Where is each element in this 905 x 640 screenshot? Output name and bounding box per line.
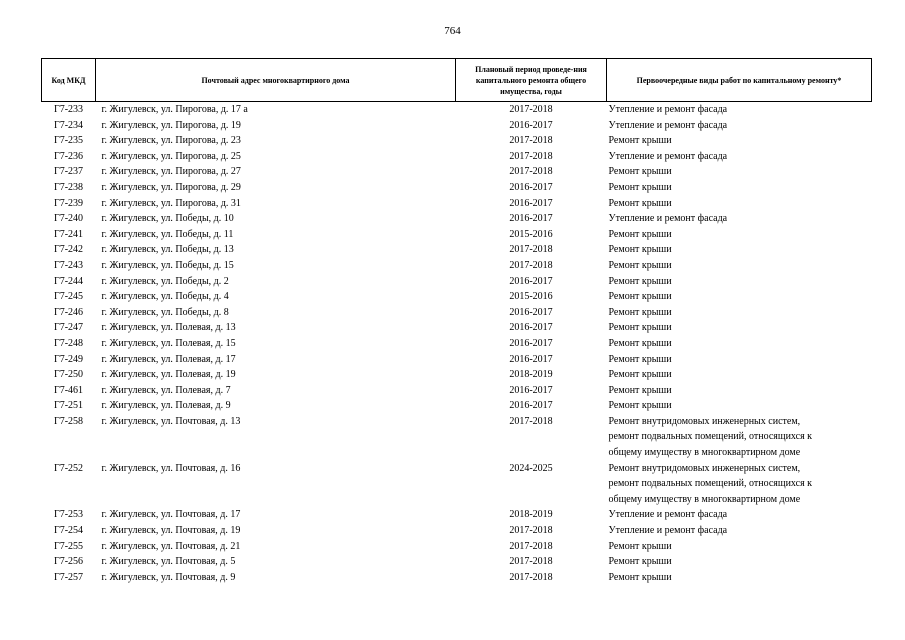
- cell-code: Г7-243: [53, 259, 84, 271]
- cell-address: г. Жигулевск, ул. Пирогова, д. 25: [101, 150, 241, 162]
- cell-period: 2018-2019: [509, 509, 553, 521]
- works-line: Ремонт крыши: [608, 306, 672, 318]
- cell-code: Г7-237: [53, 166, 84, 178]
- repair-table: [41, 58, 872, 585]
- cell-code: Г7-252: [53, 462, 84, 474]
- cell-address: г. Жигулевск, ул. Пирогова, д. 19: [101, 119, 241, 131]
- cell-works: [607, 227, 872, 243]
- works-line: Ремонт крыши: [608, 571, 672, 583]
- header-row: [42, 59, 872, 102]
- cell-code: Г7-250: [53, 369, 84, 381]
- cell-address: г. Жигулевск, ул. Полевая, д. 9: [101, 400, 231, 412]
- works-line: общему имуществу в многоквартирном доме: [608, 493, 801, 505]
- works-line: Ремонт крыши: [608, 369, 672, 381]
- table-row: [42, 227, 872, 243]
- works-line: Ремонт внутридомовых инженерных систем,: [608, 415, 801, 427]
- cell-period: 2017-2018: [509, 244, 553, 256]
- cell-period: 2017-2018: [509, 525, 553, 537]
- cell-period: 2017-2018: [509, 166, 553, 178]
- cell-works: [607, 289, 872, 305]
- cell-address: г. Жигулевск, ул. Полевая, д. 19: [101, 369, 236, 381]
- cell-works: [607, 133, 872, 149]
- table-row: [42, 539, 872, 555]
- cell-period: 2016-2017: [509, 322, 553, 334]
- cell-period: 2017-2018: [509, 150, 553, 162]
- cell-address: г. Жигулевск, ул. Пирогова, д. 23: [101, 135, 241, 147]
- cell-works: [607, 383, 872, 399]
- cell-works: [607, 570, 872, 586]
- cell-code: Г7-244: [53, 275, 84, 287]
- cell-works: [607, 258, 872, 274]
- cell-address: г. Жигулевск, ул. Почтовая, д. 16: [101, 462, 241, 474]
- cell-works: [607, 274, 872, 290]
- works-line: Ремонт крыши: [608, 384, 672, 396]
- works-line: Утепление и ремонт фасада: [608, 150, 728, 162]
- table-row: [42, 570, 872, 586]
- cell-address: г. Жигулевск, ул. Почтовая, д. 19: [101, 525, 241, 537]
- table-body: [42, 102, 872, 586]
- works-line: Ремонт крыши: [608, 228, 672, 240]
- works-line: Ремонт крыши: [608, 556, 672, 568]
- cell-period: 2017-2018: [509, 415, 553, 427]
- works-line: Ремонт крыши: [608, 166, 672, 178]
- cell-code: Г7-241: [53, 228, 84, 240]
- works-line: Ремонт крыши: [608, 181, 672, 193]
- cell-works: [607, 461, 872, 508]
- header-works: Первоочередные виды работ по капитальному ремонту*: [607, 59, 872, 102]
- cell-period: 2016-2017: [509, 181, 553, 193]
- cell-address: г. Жигулевск, ул. Победы, д. 10: [101, 213, 234, 225]
- table-row: [42, 133, 872, 149]
- table-row: [42, 523, 872, 539]
- cell-code: Г7-245: [53, 291, 84, 303]
- cell-period: 2017-2018: [509, 540, 553, 552]
- works-line: Ремонт крыши: [608, 400, 672, 412]
- table-row: [42, 180, 872, 196]
- cell-period: 2016-2017: [509, 275, 553, 287]
- works-line: Утепление и ремонт фасада: [608, 509, 728, 521]
- cell-code: Г7-249: [53, 353, 84, 365]
- cell-period: 2017-2018: [509, 571, 553, 583]
- cell-works: [607, 149, 872, 165]
- cell-address: г. Жигулевск, ул. Победы, д. 4: [101, 291, 229, 303]
- cell-address: г. Жигулевск, ул. Полевая, д. 15: [101, 337, 236, 349]
- table-row: [42, 507, 872, 523]
- cell-works: [607, 523, 872, 539]
- cell-works: [607, 211, 872, 227]
- table-row: [42, 320, 872, 336]
- cell-address: г. Жигулевск, ул. Победы, д. 11: [101, 228, 234, 240]
- cell-address: г. Жигулевск, ул. Пирогова, д. 17 а: [101, 104, 248, 115]
- cell-period: 2016-2017: [509, 213, 553, 225]
- cell-period: 2017-2018: [509, 135, 553, 147]
- cell-works: [607, 398, 872, 414]
- cell-works: [607, 507, 872, 523]
- works-line: Ремонт крыши: [608, 135, 672, 147]
- cell-period: 2015-2016: [509, 228, 553, 240]
- table-row: [42, 461, 872, 508]
- cell-period: 2015-2016: [509, 291, 553, 303]
- cell-code: Г7-256: [53, 556, 84, 568]
- cell-address: г. Жигулевск, ул. Почтовая, д. 13: [101, 415, 241, 427]
- works-line: Ремонт крыши: [608, 275, 672, 287]
- works-line: Ремонт внутридомовых инженерных систем,: [608, 462, 801, 474]
- works-line: Ремонт крыши: [608, 322, 672, 334]
- header-period: Плановый период проведе-ния капитального ремонта общего имущества, годы: [456, 59, 607, 102]
- cell-code: Г7-251: [53, 400, 84, 412]
- cell-code: Г7-246: [53, 306, 84, 318]
- cell-works: [607, 539, 872, 555]
- cell-works: [607, 554, 872, 570]
- cell-works: [607, 242, 872, 258]
- cell-code: Г7-254: [53, 525, 84, 537]
- cell-code: Г7-461: [53, 384, 84, 396]
- works-line: Утепление и ремонт фасада: [608, 213, 728, 225]
- works-line: Ремонт крыши: [608, 259, 672, 271]
- cell-code: Г7-253: [53, 509, 84, 521]
- header-code: Код МКД: [42, 59, 96, 102]
- header-address: Почтовый адрес многоквартирного дома: [96, 59, 456, 102]
- cell-period: 2017-2018: [509, 259, 553, 271]
- cell-code: Г7-234: [53, 119, 84, 131]
- cell-period: 2017-2018: [509, 556, 553, 568]
- cell-works: [607, 305, 872, 321]
- page-number: 764: [444, 25, 461, 37]
- cell-code: Г7-247: [53, 322, 84, 334]
- cell-address: г. Жигулевск, ул. Победы, д. 2: [101, 275, 229, 287]
- cell-address: г. Жигулевск, ул. Почтовая, д. 17: [101, 509, 241, 521]
- cell-address: г. Жигулевск, ул. Почтовая, д. 21: [101, 540, 241, 552]
- cell-code: Г7-258: [53, 415, 84, 427]
- cell-period: 2017-2018: [509, 104, 553, 115]
- cell-works: [607, 336, 872, 352]
- works-line: общему имуществу в многоквартирном доме: [608, 447, 801, 459]
- cell-code: Г7-255: [53, 540, 84, 552]
- works-line: ремонт подвальных помещений, относящихся к: [608, 478, 813, 490]
- cell-address: г. Жигулевск, ул. Почтовая, д. 5: [101, 556, 236, 568]
- cell-code: Г7-239: [53, 197, 84, 209]
- table-row: [42, 274, 872, 290]
- works-line: Утепление и ремонт фасада: [608, 525, 728, 537]
- cell-address: г. Жигулевск, ул. Почтовая, д. 9: [101, 571, 236, 583]
- cell-address: г. Жигулевск, ул. Полевая, д. 13: [101, 322, 236, 334]
- works-line: Ремонт крыши: [608, 197, 672, 209]
- cell-period: 2024-2025: [509, 462, 553, 474]
- cell-address: г. Жигулевск, ул. Полевая, д. 17: [101, 353, 236, 365]
- cell-works: [607, 414, 872, 461]
- works-line: Утепление и ремонт фасада: [608, 119, 728, 131]
- table-row: [42, 352, 872, 368]
- table-row: [42, 196, 872, 212]
- cell-code: Г7-236: [53, 150, 84, 162]
- cell-works: [607, 352, 872, 368]
- cell-period: 2016-2017: [509, 337, 553, 349]
- cell-works: [607, 196, 872, 212]
- works-line: ремонт подвальных помещений, относящихся к: [608, 431, 813, 443]
- cell-code: Г7-235: [53, 135, 84, 147]
- cell-address: г. Жигулевск, ул. Пирогова, д. 27: [101, 166, 241, 178]
- works-line: Ремонт крыши: [608, 291, 672, 303]
- cell-works: [607, 367, 872, 383]
- cell-works: [607, 102, 872, 118]
- cell-code: Г7-257: [53, 571, 84, 583]
- cell-code: Г7-248: [53, 337, 84, 349]
- cell-code: Г7-240: [53, 213, 84, 225]
- cell-period: 2016-2017: [509, 197, 553, 209]
- table-row: [42, 414, 872, 461]
- works-line: Утепление и ремонт фасада: [608, 104, 728, 115]
- cell-works: [607, 164, 872, 180]
- table-header: [42, 59, 872, 102]
- table-row: [42, 258, 872, 274]
- cell-code: Г7-238: [53, 181, 84, 193]
- cell-works: [607, 180, 872, 196]
- table-row: [42, 305, 872, 321]
- table-row: [42, 211, 872, 227]
- table-row: [42, 102, 872, 118]
- cell-address: г. Жигулевск, ул. Полевая, д. 7: [101, 384, 231, 396]
- cell-period: 2016-2017: [509, 400, 553, 412]
- works-line: Ремонт крыши: [608, 244, 672, 256]
- table-row: [42, 118, 872, 134]
- table-row: [42, 367, 872, 383]
- cell-code: Г7-233: [53, 104, 84, 115]
- cell-works: [607, 118, 872, 134]
- cell-address: г. Жигулевск, ул. Победы, д. 8: [101, 306, 229, 318]
- table-row: [42, 398, 872, 414]
- cell-period: 2016-2017: [509, 119, 553, 131]
- cell-code: Г7-242: [53, 244, 84, 256]
- table-row: [42, 149, 872, 165]
- cell-period: 2016-2017: [509, 306, 553, 318]
- cell-address: г. Жигулевск, ул. Победы, д. 15: [101, 259, 234, 271]
- cell-works: [607, 320, 872, 336]
- table-row: [42, 383, 872, 399]
- table-row: [42, 242, 872, 258]
- works-line: Ремонт крыши: [608, 353, 672, 365]
- cell-period: 2018-2019: [509, 369, 553, 381]
- cell-address: г. Жигулевск, ул. Победы, д. 13: [101, 244, 234, 256]
- works-line: Ремонт крыши: [608, 337, 672, 349]
- table-row: [42, 336, 872, 352]
- cell-address: г. Жигулевск, ул. Пирогова, д. 29: [101, 181, 241, 193]
- works-line: Ремонт крыши: [608, 540, 672, 552]
- cell-period: 2016-2017: [509, 384, 553, 396]
- table-row: [42, 164, 872, 180]
- table-row: [42, 554, 872, 570]
- cell-address: г. Жигулевск, ул. Пирогова, д. 31: [101, 197, 241, 209]
- cell-period: 2016-2017: [509, 353, 553, 365]
- table-row: [42, 289, 872, 305]
